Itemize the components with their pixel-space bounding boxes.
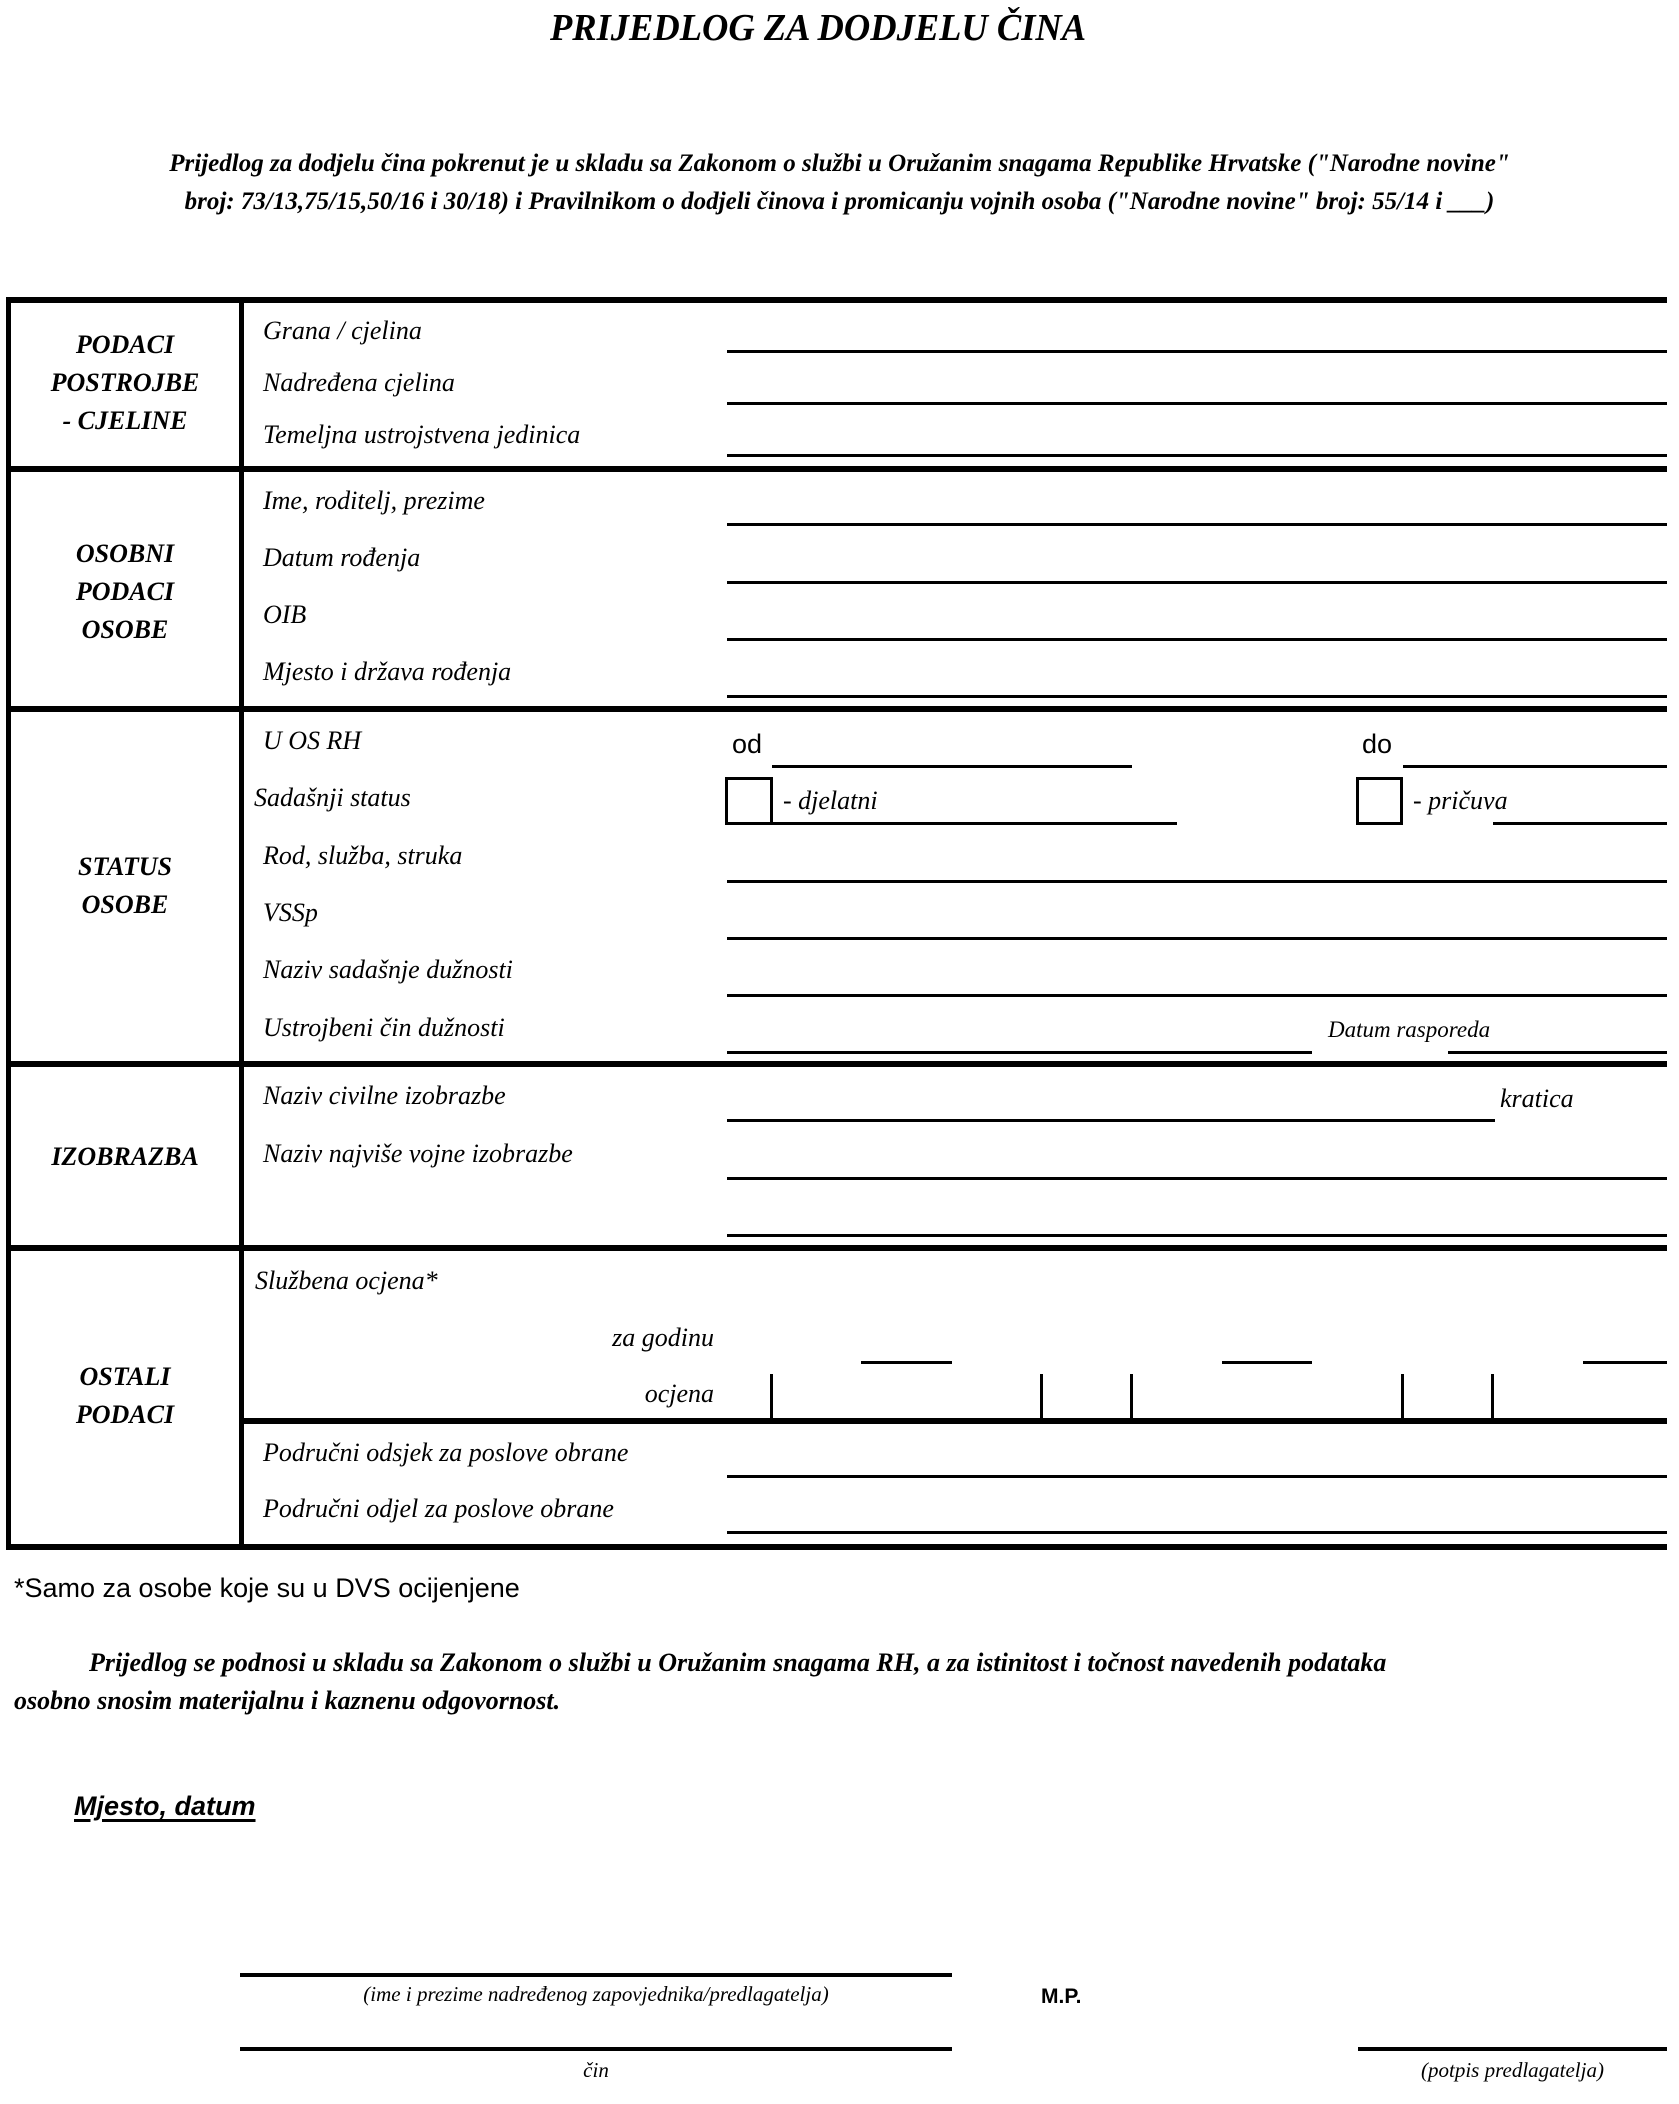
year-input-1[interactable] (861, 1361, 952, 1364)
label-line: STATUS (78, 852, 172, 881)
field-label-branch-service: Rod, služba, struka (263, 841, 463, 870)
assignment-date-label: Datum rasporeda (1328, 1017, 1491, 1042)
field-line-birth-place[interactable] (727, 695, 1667, 698)
field-label-military-education: Naziv najviše vojne izobrazbe (263, 1139, 573, 1168)
section-label-other (11, 1358, 239, 1434)
intro-line-1: Prijedlog za dodjelu čina pokrenut je u skladu sa Zakonom o službi u Oružanim snagama Republike Hrvatske ("Narodne novine" (169, 150, 1510, 177)
section-label-status (11, 848, 239, 924)
field-label-parent-unit: Nadređena cjelina (263, 368, 455, 397)
field-label-oib: OIB (263, 600, 307, 629)
field-line-civil-education[interactable] (727, 1119, 1495, 1122)
to-label: do (1362, 729, 1393, 759)
from-label: od (732, 729, 763, 759)
section-label-education (11, 1138, 239, 1176)
field-line-parent-unit[interactable] (727, 402, 1667, 405)
section-divider (6, 1061, 1667, 1067)
section-divider (6, 1245, 1667, 1251)
abbreviation-label: kratica (1500, 1084, 1574, 1113)
field-label-vssp: VSSp (263, 898, 318, 927)
rating-label: ocjena (644, 1379, 714, 1408)
field-line-duty-rank[interactable] (727, 1051, 1312, 1054)
field-label-civil-education: Naziv civilne izobrazbe (263, 1081, 506, 1110)
field-line-assignment-date[interactable] (1448, 1051, 1667, 1054)
signature-caption: (potpis predlagatelja) (1421, 2058, 1604, 2082)
section-divider (6, 706, 1667, 712)
section-divider (6, 466, 1667, 472)
field-label-branch: Grana / cjelina (263, 316, 422, 345)
label-line: PODACI (75, 330, 175, 359)
field-line-oib[interactable] (727, 638, 1667, 641)
page-title: PRIJEDLOG ZA DODJELU ČINA (550, 7, 1087, 49)
rating-divider (1040, 1374, 1043, 1419)
field-label-current-status: Sadašnji status (254, 783, 411, 812)
reserve-label: - pričuva (1413, 786, 1508, 815)
label-line: POSTROJBE (50, 368, 200, 397)
signature-line-commander[interactable] (240, 1973, 952, 1977)
declaration-line-1: Prijedlog se podnosi u skladu sa Zakonom o službi u Oružanim snagama RH, a za istinitost i točnost navedenih podataka (89, 1648, 1387, 1677)
signature-line-rank[interactable] (240, 2047, 952, 2051)
field-line-from[interactable] (772, 765, 1132, 768)
field-line-to[interactable] (1403, 765, 1667, 768)
field-label-birth-place: Mjesto i država rođenja (263, 657, 512, 686)
field-label-base-unit: Temeljna ustrojstvena jedinica (263, 420, 581, 449)
field-label-current-duty: Naziv sadašnje dužnosti (263, 955, 513, 984)
table-column-divider (239, 297, 244, 1550)
field-label-defense-section: Područni odsjek za poslove obrane (263, 1438, 629, 1467)
rating-input-2[interactable] (1133, 1376, 1401, 1410)
checkbox-active[interactable] (725, 777, 773, 825)
label-line: OSOBE (81, 890, 169, 919)
field-line-branch-service[interactable] (727, 880, 1667, 883)
service-rating-label: Službena ocjena* (255, 1266, 438, 1295)
field-line-base-unit[interactable] (727, 454, 1667, 457)
field-line-military-education[interactable] (727, 1177, 1667, 1180)
label-line: PODACI (75, 1400, 175, 1429)
section-label-personal (11, 535, 239, 649)
active-label: - djelatni (783, 786, 878, 815)
rating-row-divider (243, 1418, 1667, 1424)
signature-line-proposer[interactable] (1358, 2047, 1667, 2051)
rank-caption: čin (583, 2058, 609, 2082)
declaration-line-2: osobno snosim materijalnu i kaznenu odgovornost. (14, 1686, 561, 1715)
place-date-label: Mjesto, datum (74, 1791, 256, 1821)
table-border-top (6, 297, 1667, 303)
label-line: OSTALI (79, 1362, 171, 1391)
field-line-military-education-2[interactable] (727, 1234, 1667, 1237)
field-line-active (725, 822, 1177, 825)
label-line: IZOBRAZBA (51, 1142, 199, 1171)
footnote: *Samo za osobe koje su u DVS ocijenjene (14, 1573, 520, 1603)
field-line-current-duty[interactable] (727, 994, 1667, 997)
rating-divider (1401, 1374, 1404, 1419)
field-line-name[interactable] (727, 523, 1667, 526)
label-line: - CJELINE (62, 406, 188, 435)
field-label-duty-rank: Ustrojbeni čin dužnosti (263, 1013, 505, 1042)
field-label-name: Ime, roditelj, prezime (263, 486, 485, 515)
label-line: PODACI (75, 577, 175, 606)
year-input-2[interactable] (1222, 1361, 1312, 1364)
table-border-bottom (6, 1544, 1667, 1550)
rating-input-3[interactable] (1494, 1376, 1667, 1410)
commander-caption: (ime i prezime nadređenog zapovjednika/predlagatelja) (363, 1982, 829, 2006)
field-label-in-armed-forces: U OS RH (263, 726, 362, 755)
label-line: OSOBE (81, 615, 169, 644)
field-line-defense-section[interactable] (727, 1475, 1667, 1478)
field-line-branch[interactable] (727, 350, 1667, 353)
field-line-defense-department[interactable] (727, 1531, 1667, 1534)
label-line: OSOBNI (75, 539, 175, 568)
year-label: za godinu (612, 1323, 714, 1352)
field-line-reserve[interactable] (1493, 822, 1667, 825)
intro-line-2: broj: 73/13,75/15,50/16 i 30/18) i Pravilnikom o dodjeli činova i promicanju vojnih osoba ("Narodne novine" broj: 55/14 i ___) (184, 188, 1495, 215)
field-label-birth-date: Datum rođenja (263, 543, 421, 572)
stamp-label: M.P. (1041, 1985, 1082, 2008)
field-label-defense-department: Područni odjel za poslove obrane (263, 1494, 614, 1523)
rating-input-1[interactable] (773, 1376, 1040, 1410)
field-line-vssp[interactable] (727, 937, 1667, 940)
field-line-birth-date[interactable] (727, 581, 1667, 584)
section-label-unit (11, 326, 239, 440)
year-input-3[interactable] (1583, 1361, 1667, 1364)
checkbox-reserve[interactable] (1356, 777, 1403, 825)
